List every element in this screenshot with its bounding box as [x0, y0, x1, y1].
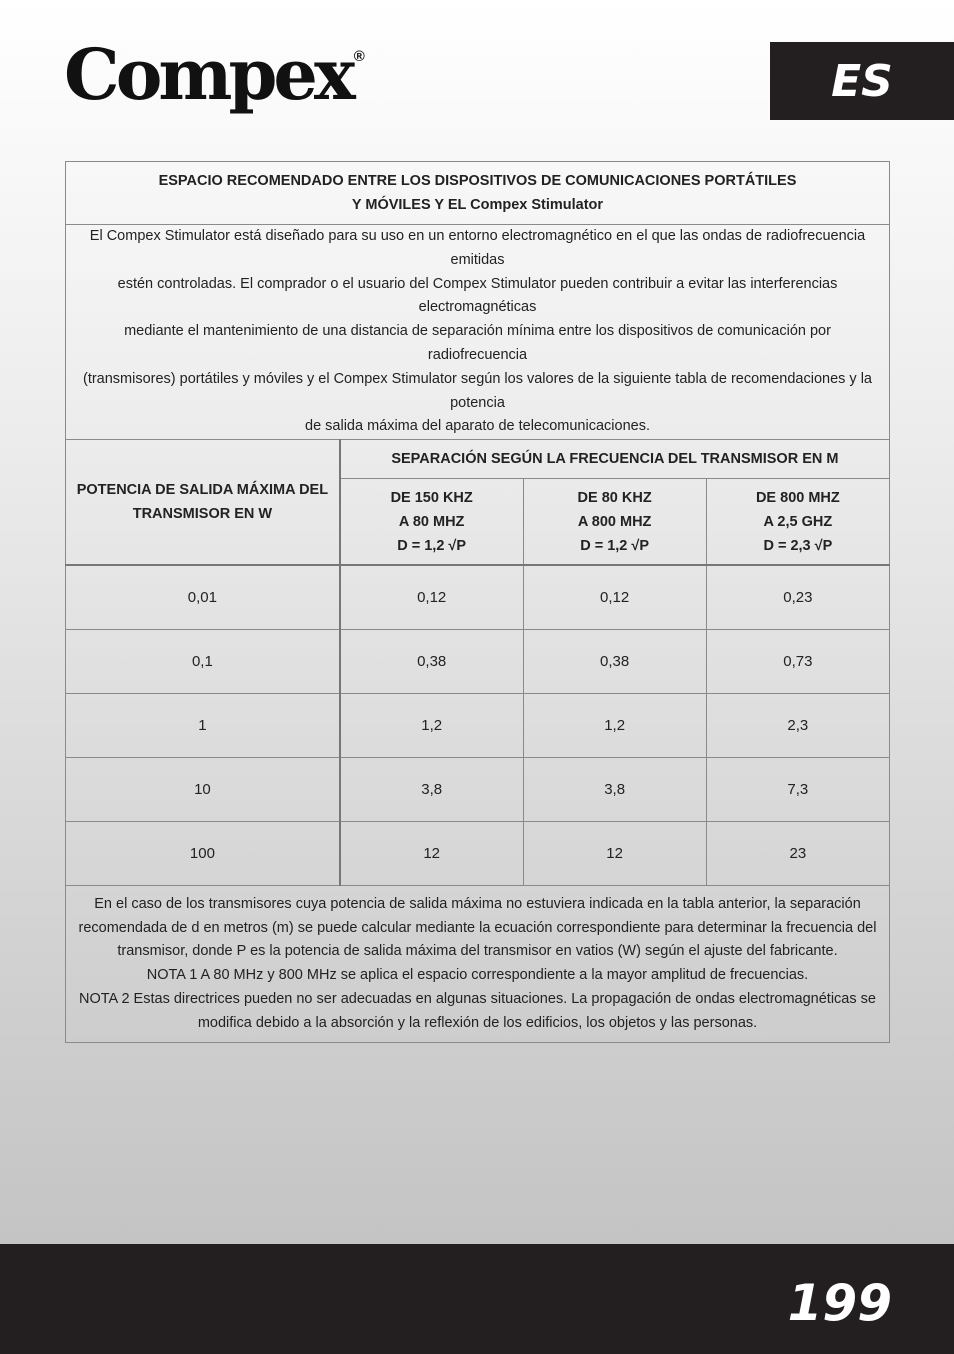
separation-value: 12 [340, 822, 523, 886]
intro-line: mediante el mantenimiento de una distancia de separación mínima entre los dispositivos de comunicación por radiofrecuencia [124, 323, 831, 363]
separation-value: 0,73 [706, 630, 889, 694]
power-value: 0,1 [66, 630, 340, 694]
page-number: 199 [787, 1274, 892, 1332]
table-row [66, 630, 890, 694]
table-row [66, 758, 890, 822]
power-value: 10 [66, 758, 340, 822]
separation-value: 0,12 [340, 565, 523, 630]
registered-mark: ® [353, 48, 365, 65]
freq-header-800mhz-2-5ghz [706, 479, 889, 566]
table-title [66, 162, 890, 225]
power-value: 0,01 [66, 565, 340, 630]
title-line: ESPACIO RECOMENDADO ENTRE LOS DISPOSITIVOS DE COMUNICACIONES PORTÁTILES [158, 173, 797, 189]
header-line: TRANSMISOR EN W [132, 506, 273, 523]
intro-line: El Compex Stimulator está diseñado para su uso en un entorno electromagnético en el que las ondas de radiofrecuencia emitidas [89, 228, 866, 268]
notes-line: recomendada de d en metros (m) se puede calcular mediante la ecuación correspondiente para determinar la frecuencia del [78, 919, 877, 936]
separation-value: 12 [523, 822, 706, 886]
separation-value: 1,2 [340, 694, 523, 758]
power-column-header [66, 440, 340, 566]
table-row [66, 694, 890, 758]
power-value: 100 [66, 822, 340, 886]
header-line: D = 2,3 √P [763, 537, 833, 554]
intro-paragraph [66, 225, 890, 440]
notes-line: NOTA 2 Estas directrices pueden no ser adecuadas en algunas situaciones. La propagación de ondas electromagnéticas se [79, 990, 876, 1007]
notes-line: transmisor, donde P es la potencia de salida máxima del transmisor en vatios (W) según el ajuste del fabricante. [117, 943, 838, 960]
intro-line: (transmisores) portátiles y móviles y el Compex Stimulator según los valores de la siguiente tabla de recomendaciones y la potencia [82, 370, 872, 411]
separation-header: SEPARACIÓN SEGÚN LA FRECUENCIA DEL TRANSMISOR EN M [340, 440, 890, 479]
separation-value: 23 [706, 822, 889, 886]
header-line: DE 80 KHZ [577, 489, 652, 506]
separation-value: 0,38 [523, 630, 706, 694]
emc-separation-table [65, 161, 890, 1043]
header-line: DE 150 KHZ [390, 489, 473, 506]
freq-header-80khz-800mhz [523, 479, 706, 566]
header-line: A 80 MHZ [398, 513, 465, 530]
notes-line: NOTA 1 A 80 MHz y 800 MHz se aplica el espacio correspondiente a la mayor amplitud de frecuencias. [146, 967, 809, 984]
power-value: 1 [66, 694, 340, 758]
logo-text: Compex [64, 33, 352, 116]
table-row [66, 565, 890, 630]
separation-value: 2,3 [706, 694, 889, 758]
separation-value: 0,12 [523, 565, 706, 630]
footer-bar [0, 1244, 954, 1354]
intro-line: de salida máxima del aparato de telecomunicaciones. [305, 418, 650, 435]
title-line: Y MÓVILES Y EL Compex Stimulator [351, 197, 604, 213]
language-tab [770, 42, 954, 120]
freq-header-150khz-80mhz [340, 479, 523, 566]
header-line: POTENCIA DE SALIDA MÁXIMA DEL [76, 482, 329, 499]
separation-value: 7,3 [706, 758, 889, 822]
intro-line: estén controladas. El comprador o el usuario del Compex Stimulator pueden contribuir a evitar las interferencias electromagnéticas [117, 275, 838, 316]
header-line: A 2,5 GHZ [763, 513, 833, 530]
separation-value: 3,8 [340, 758, 523, 822]
separation-value: 0,38 [340, 630, 523, 694]
separation-value: 1,2 [523, 694, 706, 758]
header-line: DE 800 MHZ [755, 489, 840, 506]
language-code: ES [831, 55, 893, 107]
header-line: D = 1,2 √P [397, 537, 467, 554]
table-row [66, 822, 890, 886]
header-line: A 800 MHZ [577, 513, 652, 530]
header-line: D = 1,2 √P [580, 537, 650, 554]
separation-value: 0,23 [706, 565, 889, 630]
notes-paragraph [66, 886, 890, 1043]
notes-line: modifica debido a la absorción y la reflexión de los edificios, los objetos y las personas. [197, 1014, 758, 1031]
separation-value: 3,8 [523, 758, 706, 822]
compex-logo [64, 33, 365, 116]
notes-line: En el caso de los transmisores cuya potencia de salida máxima no estuviera indicada en la tabla anterior, la separación [94, 895, 861, 912]
